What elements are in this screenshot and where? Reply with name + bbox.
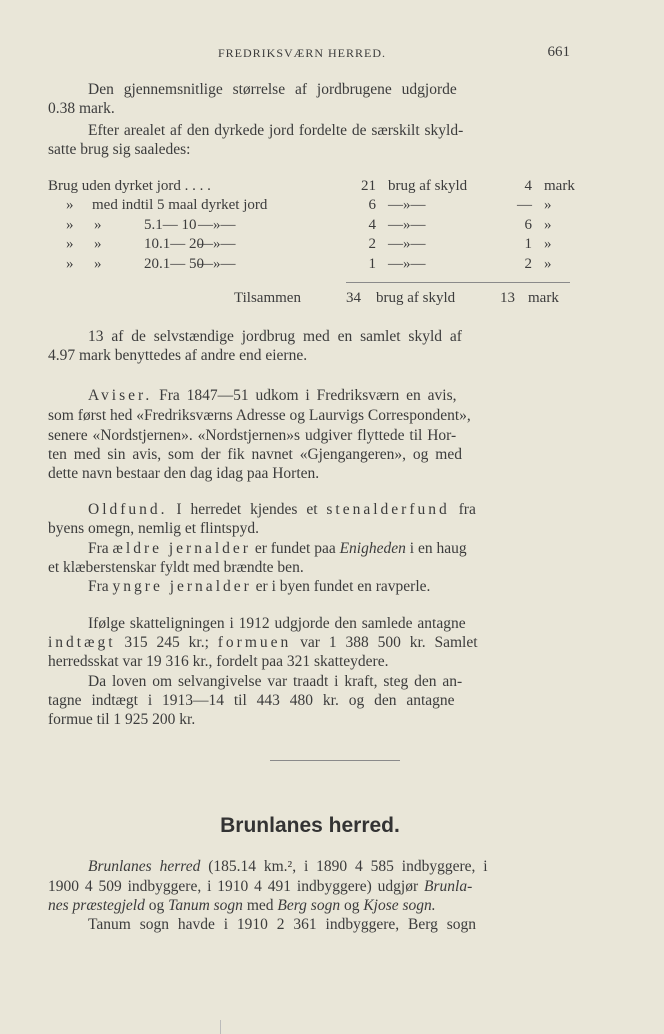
table-row <box>48 217 570 236</box>
section-separator <box>270 760 400 761</box>
brunlanes-line-2-italic: Brunla- <box>424 878 473 895</box>
total-text: brug af skyld <box>376 290 456 306</box>
table-cell-q1: » <box>66 255 74 272</box>
selveie-line-2: 4.97 mark benyttedes af andre end eierne. <box>48 347 308 364</box>
intro-line-4: satte brug sig saaledes: <box>48 141 191 158</box>
oldfund-stenalder: stenalderfund <box>326 501 450 518</box>
table-cell-text: —»— <box>388 216 426 233</box>
table-row <box>48 197 570 216</box>
total-value: 13 <box>500 290 515 306</box>
page-number: 661 <box>547 44 570 60</box>
brunlanes-tanum-sogn: Tanum sogn <box>168 897 243 914</box>
intro-line-3: Efter arealet af den dyrkede jord fordelte de særskilt skyld- <box>88 122 464 139</box>
table-cell-mark: » <box>544 216 552 233</box>
oldfund-line-1 <box>48 500 570 519</box>
aviser-line-2: som først hed «Fredriksværns Adresse og Laurvigs Correspondent», <box>48 407 471 424</box>
table-cell-unit: —»— <box>198 216 236 233</box>
aviser-line-3: senere «Nordstjernen». «Nordstjernen»s udgiver flyttede til Hor- <box>48 427 457 444</box>
table-cell-q1: » <box>66 216 74 233</box>
oldfund-heading: Oldfund. <box>88 501 168 518</box>
total-label: Tilsammen <box>234 290 301 306</box>
table-cell-label: med indtil 5 maal dyrket jord <box>92 197 268 214</box>
running-header <box>0 46 664 66</box>
brunlanes-line-1 <box>48 857 570 876</box>
skatt-formuen: formuen <box>217 634 292 651</box>
skatt-line-3: herredsskat var 19 316 kr., fordelt paa 321 skatteydere. <box>48 653 389 670</box>
brunlanes-med: med <box>246 897 274 914</box>
total-mark: mark <box>528 290 559 306</box>
skatt-line-2-b: var 1 388 500 kr. Samlet <box>300 634 478 651</box>
intro-line-2: 0.38 mark. <box>48 100 115 117</box>
aviser-line-1 <box>48 386 570 405</box>
table-cell-text: —»— <box>388 197 426 214</box>
skatt-line-5: tagne indtægt i 1913—14 til 443 480 kr. og den antagne <box>48 692 455 709</box>
aviser-line-5: dette navn bestaar den dag idag paa Horten. <box>48 465 320 482</box>
table-cell-q1: » <box>66 236 74 253</box>
oldfund-line-3-b: er fundet paa <box>254 540 336 557</box>
intro-line-1: Den gjennemsnitlige størrelse af jordbrugene udgjorde <box>88 81 457 98</box>
table-cell-q2: » <box>94 216 102 233</box>
table-cell-q2: » <box>94 255 102 272</box>
table-row <box>48 236 570 255</box>
skatt-line-2-a: 315 245 kr.; <box>124 634 209 651</box>
table-sum-rule <box>346 282 570 283</box>
aviser-heading: Aviser. <box>88 387 153 404</box>
skatt-line-6: formue til 1 925 200 kr. <box>48 711 196 728</box>
selveie-line-1: 13 af de selvstændige jordbrug med en samlet skyld af <box>88 328 462 345</box>
section-heading-brunlanes: Brunlanes herred. <box>220 814 400 837</box>
table-cell-unit: —»— <box>198 236 236 253</box>
table-cell-count: 2 <box>368 236 376 253</box>
oldfund-line-2: byens omegn, nemlig et flintspyd. <box>48 520 259 537</box>
table-cell-mark: » <box>544 255 552 272</box>
table-cell-value: — <box>517 197 532 214</box>
table-cell-value: 4 <box>524 178 532 194</box>
oldfund-line-5-a: Fra <box>88 578 109 595</box>
brunlanes-line-4: Tanum sogn havde i 1910 2 361 indbyggere, Berg sogn <box>88 916 477 933</box>
table-cell-value: 1 <box>524 236 532 253</box>
table-cell-range: 5.1— 10 <box>144 216 197 233</box>
table-cell-q2: » <box>94 236 102 253</box>
skatt-indtaegt: indtægt <box>48 634 116 651</box>
brunlanes-berg-sogn: Berg sogn <box>277 897 341 914</box>
table-cell-unit: —»— <box>198 255 236 272</box>
total-count: 34 <box>346 290 361 306</box>
table-cell-text: —»— <box>388 236 426 253</box>
table-cell-mark: » <box>544 197 552 214</box>
oldfund-line-5-b: er i byen fundet en ravperle. <box>255 578 431 595</box>
table-cell-value: 6 <box>524 216 532 233</box>
brunlanes-praestegjeld: nes præstegjeld <box>48 897 145 914</box>
land-distribution-table <box>48 178 575 275</box>
brunlanes-og-1: og <box>148 897 165 914</box>
oldfund-aeldre-jernalder: ældre jernalder <box>112 540 251 557</box>
table-cell-count: 21 <box>361 178 376 194</box>
brunlanes-line-2 <box>48 877 570 896</box>
table-cell-mark: » <box>544 236 552 253</box>
oldfund-enigheden: Enigheden <box>339 540 406 557</box>
brunlanes-line-2-text: 1900 4 509 indbyggere, i 1910 4 491 indbyggere) udgjør <box>48 878 419 895</box>
table-cell-q1: » <box>66 197 74 214</box>
oldfund-line-1-text: I herredet kjendes et <box>176 501 318 518</box>
table-cell-count: 1 <box>368 255 376 272</box>
table-cell-label: Brug uden dyrket jord . . . . <box>48 178 211 194</box>
oldfund-line-3 <box>48 539 570 558</box>
table-cell-text: brug af skyld <box>388 178 468 194</box>
oldfund-line-5 <box>48 577 570 596</box>
brunlanes-kjose-sogn: Kjose sogn. <box>363 897 436 914</box>
table-cell-count: 4 <box>368 216 376 233</box>
oldfund-line-1-end: fra <box>458 501 476 518</box>
table-cell-value: 2 <box>524 255 532 272</box>
oldfund-line-3-a: Fra <box>88 540 109 557</box>
table-cell-range: 20.1— 50 <box>144 255 204 272</box>
brunlanes-og-2: og <box>343 897 360 914</box>
table-cell-mark: mark <box>544 178 575 194</box>
scan-mark <box>220 1020 221 1034</box>
table-row <box>48 256 570 275</box>
table-cell-range: 10.1— 20 <box>144 236 204 253</box>
aviser-line-1-text: Fra 1847—51 udkom i Fredriksværn en avis, <box>159 387 457 404</box>
table-cell-count: 6 <box>368 197 376 214</box>
oldfund-line-3-c: i en haug <box>409 540 467 557</box>
oldfund-yngre-jernalder: yngre jernalder <box>112 578 252 595</box>
skatt-line-4: Da loven om selvangivelse var traadt i kraft, steg den an- <box>88 673 463 690</box>
brunlanes-line-1-text: (185.14 km.², i 1890 4 585 indbyggere, i <box>208 858 488 875</box>
skatt-line-1: Ifølge skatteligningen i 1912 udgjorde den samlede antagne <box>88 615 466 632</box>
brunlanes-herred-italic: Brunlanes herred <box>88 858 201 875</box>
header-title: FREDRIKSVÆRN HERRED. <box>218 46 387 60</box>
aviser-line-4: ten med sin avis, som der fik navnet «Gjengangeren», og med <box>48 446 462 463</box>
table-cell-text: —»— <box>388 255 426 272</box>
skatt-line-2 <box>48 633 570 652</box>
table-row <box>48 178 575 197</box>
oldfund-line-4: et klæberstenskar fyldt med brændte ben. <box>48 559 304 576</box>
brunlanes-line-3 <box>48 896 570 915</box>
